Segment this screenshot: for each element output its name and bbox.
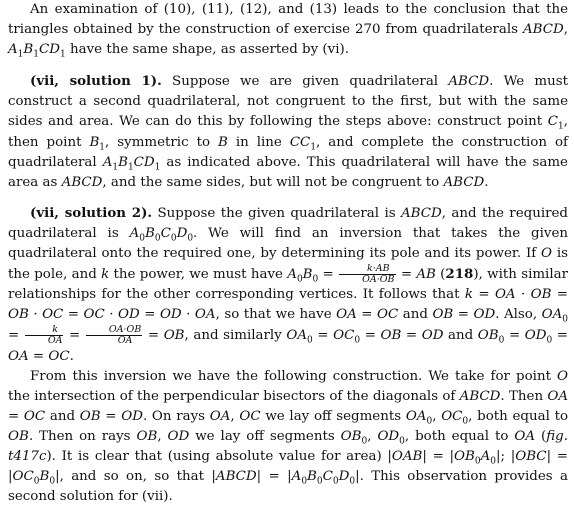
fraction-numerator: k·AB — [339, 264, 395, 275]
fraction-k-ab-over-oa-ob — [339, 264, 395, 285]
math-run: OC — [441, 408, 463, 424]
fraction-numerator: k — [25, 325, 64, 336]
math-run: OD — [167, 428, 190, 444]
paragraph-solution-2 — [8, 203, 568, 367]
math-run: OAB — [391, 448, 423, 464]
text-run: . We will find an inversion that takes the given quadrilateral onto the required one, by determining its pole and its power. If — [8, 225, 569, 262]
math-run: OB — [136, 428, 158, 444]
math-run: D — [338, 469, 350, 485]
subscript: 0 — [462, 416, 469, 427]
math-run: k — [101, 267, 110, 283]
subscript: 0 — [474, 456, 481, 467]
text-run: , symmetric to — [105, 134, 218, 150]
math-run: OA = OC — [8, 348, 70, 364]
text-run: = — [360, 328, 381, 344]
paragraph-solution-1 — [8, 71, 568, 193]
text-run: ). It is clear that (using absolute value for area) | — [46, 448, 392, 464]
text-run: = — [8, 328, 24, 344]
text-run: ), with similar relationships for the other corresponding vertices. It follows that — [8, 267, 568, 303]
subscript: 0 — [296, 274, 303, 285]
text-run: . — [69, 348, 74, 364]
math-run: OC — [239, 408, 261, 424]
math-run: CC — [289, 134, 311, 150]
math-run: ABCD — [448, 74, 490, 90]
math-run: B — [302, 267, 313, 283]
text-run: , — [563, 22, 568, 38]
math-run: OA = OC — [8, 388, 568, 424]
math-run: OB = OD — [380, 328, 444, 344]
text-run: = — [504, 328, 525, 344]
text-run: | = | — [8, 448, 568, 485]
text-run: , then point — [8, 114, 568, 150]
text-run: . — [484, 174, 489, 190]
subscript: 0 — [562, 314, 568, 325]
text-run: we lay off segments — [260, 408, 406, 424]
text-run: , and the required quadrilateral is — [8, 205, 568, 241]
subscript: 0 — [490, 456, 496, 467]
math-run: A — [102, 154, 113, 170]
text-run: in line — [227, 134, 290, 150]
text-run: and — [443, 328, 478, 344]
math-run: C — [160, 225, 171, 241]
text-run: An examination of (10), (11), (12), and (13) leads to the conclusion that the triangles obtained by the construction of exercise 270 from quadrilaterals — [8, 2, 568, 38]
text-run: . We must construct a second quadrilateral, not congruent to the first, but with the same sides and area. We can do this by following the steps above: construct point — [8, 74, 568, 130]
subscript: 0 — [332, 476, 339, 487]
text-run: is the pole, and — [8, 246, 568, 283]
math-run: CD — [133, 154, 155, 170]
math-run: OA — [286, 328, 308, 344]
math-run: OA — [209, 408, 231, 424]
math-run: OB — [340, 428, 362, 444]
fraction-denominator: OA·OB — [362, 274, 395, 286]
fraction-denominator: OA — [117, 335, 133, 347]
subscript: 0 — [354, 336, 361, 347]
math-run: B — [23, 42, 34, 58]
math-run: ABCD — [459, 388, 501, 404]
subscript: 0 — [301, 476, 308, 487]
math-run: OA — [541, 307, 563, 323]
math-run: OB — [477, 328, 499, 344]
text-run: , so that we have — [215, 307, 337, 323]
text-run: ( — [535, 428, 547, 444]
math-run: CD — [38, 42, 60, 58]
subscript: 0 — [349, 476, 356, 487]
solution-heading: (vii, solution 2). — [30, 204, 153, 221]
math-run: A — [129, 225, 140, 241]
solution-heading: (vii, solution 1). — [30, 73, 162, 90]
text-run: and — [398, 307, 433, 323]
math-run: OA — [405, 408, 427, 424]
math-run: OD — [377, 428, 400, 444]
subscript: 0 — [316, 476, 323, 487]
math-run: OB — [163, 328, 185, 344]
text-run: , and the same sides, but will not be congruent to — [102, 174, 444, 190]
math-run: OB — [454, 448, 475, 464]
text-run: , — [230, 408, 240, 424]
math-run: OD — [524, 328, 547, 344]
math-run: B — [307, 469, 317, 485]
subscript: 1 — [310, 142, 317, 153]
fraction-denominator: OA — [47, 335, 63, 347]
math-run: O — [557, 368, 568, 384]
text-run: |, and so on, so that | — [55, 469, 216, 485]
text-run: |; | — [496, 448, 516, 464]
math-run: OB = OD — [79, 408, 143, 424]
fraction-numerator: OA·OB — [86, 325, 142, 336]
math-run: O — [541, 246, 552, 262]
subscript: 0 — [426, 416, 433, 427]
math-run: OA — [514, 428, 536, 444]
text-run: , — [157, 428, 168, 444]
fraction-k-over-oa — [25, 325, 64, 346]
subscript: 1 — [59, 49, 66, 60]
math-run: OB = OD — [432, 307, 496, 323]
math-run: OBC — [515, 448, 547, 464]
math-run: ABCD — [522, 22, 564, 38]
text-run: = — [318, 267, 339, 283]
text-run: as indicated above. This quadrilateral will have the same area as — [8, 154, 568, 190]
subscript: 0 — [312, 274, 319, 285]
math-run: B — [118, 154, 128, 170]
math-run: k = OA · OB = OB · OC = OC · OD = OD · OA — [8, 287, 568, 323]
figure-reference: fig. t417c — [8, 428, 568, 464]
subscript: 1 — [558, 122, 564, 133]
text-run: the power, we must have — [109, 267, 288, 283]
text-run: . Then — [500, 388, 548, 404]
text-run: the intersection of the perpendicular bisectors of the diagonals of — [8, 388, 460, 404]
text-run: , both equal to — [404, 428, 515, 444]
text-run: . On rays — [142, 408, 210, 424]
math-run: A — [8, 42, 18, 58]
subscript: 0 — [170, 233, 177, 244]
text-run: , and complete the construction of quadrilateral — [8, 134, 568, 170]
subscript: 1 — [112, 162, 119, 173]
text-run: ( — [435, 267, 446, 283]
math-run: ABCD — [401, 205, 442, 221]
subscript: 0 — [307, 336, 313, 347]
text-run: From this inversion we have the following construction. We take for point — [30, 368, 558, 384]
math-run: C — [547, 114, 558, 130]
text-run: , and similarly — [184, 328, 287, 344]
text-run: Suppose the given quadrilateral is — [152, 205, 401, 221]
subscript: 1 — [99, 142, 106, 153]
text-run: = — [396, 267, 417, 283]
math-run: B — [218, 134, 228, 150]
fraction-oa-ob-over-oa — [86, 325, 142, 346]
text-run: | = | — [422, 448, 455, 464]
subscript: 0 — [187, 233, 194, 244]
reference-number: 218 — [445, 266, 474, 283]
math-run: OB — [8, 428, 29, 444]
math-run: A — [480, 448, 491, 464]
text-run: , both equal to — [468, 408, 569, 424]
subscript: 1 — [127, 162, 134, 173]
text-run: have the same shape, as asserted by (vi). — [65, 42, 349, 58]
math-run: AB — [416, 267, 436, 283]
text-run: = — [312, 328, 334, 344]
math-run: ABCD — [443, 174, 485, 190]
paragraph-conclusion-vi — [8, 0, 568, 60]
text-run: = — [64, 328, 85, 344]
text-run: . Then on rays — [28, 428, 137, 444]
text-run: . Also, — [495, 307, 542, 323]
math-run: OC — [12, 469, 34, 485]
subscript: 1 — [154, 162, 161, 173]
text-run: we lay off segments — [189, 428, 341, 444]
math-run: OC — [333, 328, 355, 344]
math-run: B — [145, 225, 155, 241]
math-run: D — [176, 225, 188, 241]
subscript: 1 — [17, 49, 24, 60]
subscript: 0 — [139, 233, 145, 244]
math-run: B — [39, 469, 50, 485]
text-run: = — [143, 328, 164, 344]
subscript: 1 — [33, 49, 39, 60]
math-run: C — [322, 469, 333, 485]
text-run: , — [367, 428, 378, 444]
math-run: A — [287, 267, 297, 283]
math-run: OA = OC — [336, 307, 399, 323]
math-run: A — [291, 469, 302, 485]
text-run: Suppose we are given quadrilateral — [161, 74, 449, 90]
text-run: , — [432, 408, 442, 424]
subscript: 0 — [498, 336, 505, 347]
subscript: 0 — [399, 436, 405, 447]
text-run: | = | — [256, 469, 292, 485]
math-run: B — [89, 134, 100, 150]
subscript: 0 — [546, 336, 553, 347]
subscript: 0 — [361, 436, 368, 447]
text-run: and — [45, 408, 80, 424]
subscript: 0 — [33, 476, 40, 487]
subscript: 0 — [49, 476, 56, 487]
subscript: 0 — [154, 233, 161, 244]
math-run: ABCD — [215, 469, 257, 485]
text-run: |. This observation provides a second solution for (vii). — [8, 469, 568, 505]
text-run: = — [552, 328, 569, 344]
paragraph-construction — [8, 367, 568, 507]
math-run: ABCD — [61, 174, 103, 190]
